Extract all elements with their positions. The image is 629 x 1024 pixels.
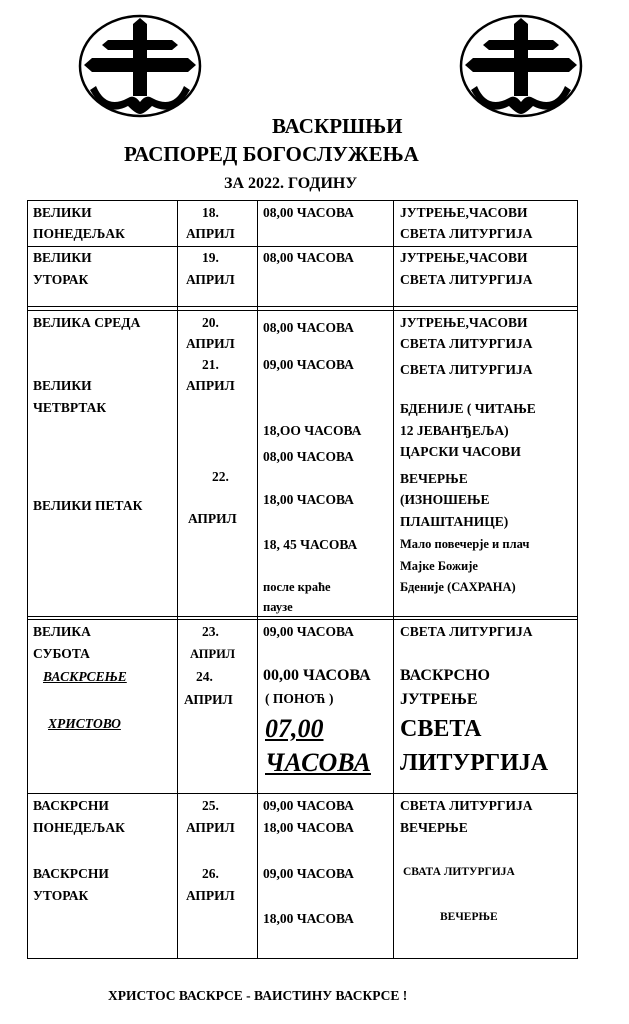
day-label: ВАСКРСНИ: [33, 798, 109, 813]
date-label: 22.: [212, 469, 229, 484]
time-label: 09,00 ЧАСОВА: [263, 798, 354, 813]
day-label: ВЕЛИКИ: [33, 378, 92, 393]
day-label: ПОНЕДЕЉАК: [33, 820, 125, 835]
service-label: ВАСКРСНО: [400, 667, 490, 684]
service-label: ВЕЧЕРЊЕ: [400, 820, 468, 835]
service-label: ВЕЧЕРЊЕ: [400, 471, 468, 486]
date-label: 20.: [202, 315, 219, 330]
time-label: 08,00 ЧАСОВА: [263, 449, 354, 464]
time-label: 18,ОО ЧАСОВА: [263, 423, 362, 438]
date-label: 18.: [202, 205, 219, 220]
service-label: ЈУТРЕЊЕ: [400, 691, 478, 708]
time-label: ( ПОНОЋ ): [265, 691, 334, 706]
date-label: 26.: [202, 866, 219, 881]
service-label: 12 ЈЕВАНЂЕЉА): [400, 423, 509, 438]
date-label: 25.: [202, 798, 219, 813]
service-label-large: СВЕТА: [400, 716, 482, 742]
time-label-large: 07,00: [265, 714, 324, 743]
day-label: ВАСКРСНИ: [33, 866, 109, 881]
service-label: ЈУТРЕЊЕ,ЧАСОВИ: [400, 315, 528, 330]
service-label: СВЕТА ЛИТУРГИЈА: [400, 336, 533, 351]
date-label: АПРИЛ: [186, 226, 235, 241]
time-label: 18,00 ЧАСОВА: [263, 820, 354, 835]
time-label: 08,00 ЧАСОВА: [263, 320, 354, 335]
day-label: ЧЕТВРТАК: [33, 400, 107, 415]
date-label: 24.: [196, 669, 213, 684]
service-label: СВЕТА ЛИТУРГИЈА: [400, 798, 533, 813]
day-label: ВЕЛИКА: [33, 624, 91, 639]
day-label: ВЕЛИКИ ПЕТАК: [33, 498, 143, 513]
title-line-2: РАСПОРЕД БОГОСЛУЖЕЊА: [124, 142, 419, 166]
date-label: 23.: [202, 624, 219, 639]
time-label-large: ЧАСОВА: [265, 748, 371, 777]
service-label-large: ЛИТУРГИЈА: [400, 750, 549, 776]
service-label: СВЕТА ЛИТУРГИЈА: [400, 272, 533, 287]
date-label: 21.: [202, 357, 219, 372]
day-label-emphasis: ХРИСТОВО: [48, 716, 121, 731]
date-label: АПРИЛ: [186, 272, 235, 287]
time-note: паузе: [263, 600, 293, 614]
day-label: ВЕЛИКА СРЕДА: [33, 315, 141, 330]
time-note: после краће: [263, 580, 331, 594]
time-label: 18,00 ЧАСОВА: [263, 492, 354, 507]
time-label: 18, 45 ЧАСОВА: [263, 537, 358, 552]
service-label: Мајке Божије: [400, 559, 478, 573]
title-line-3: ЗА 2022. ГОДИНУ: [224, 175, 358, 192]
service-label: ЈУТРЕЊЕ,ЧАСОВИ: [400, 250, 528, 265]
date-label: АПРИЛ: [186, 888, 235, 903]
day-label: УТОРАК: [33, 888, 89, 903]
service-label: ПЛАШТАНИЦЕ): [400, 514, 509, 529]
day-label: ПОНЕДЕЉАК: [33, 226, 125, 241]
date-label: 19.: [202, 250, 219, 265]
service-label: СВАТА ЛИТУРГИЈА: [403, 866, 515, 878]
footer-greeting: ХРИСТОС ВАСКРСЕ - ВАИСТИНУ ВАСКРСЕ !: [108, 988, 408, 1003]
time-label: 08,00 ЧАСОВА: [263, 205, 354, 220]
time-label: 09,00 ЧАСОВА: [263, 866, 354, 881]
date-label: АПРИЛ: [186, 378, 235, 393]
title-line-1: ВАСКРШЊИ: [272, 114, 403, 138]
service-label: БДЕНИЈЕ ( ЧИТАЊЕ: [400, 401, 536, 416]
service-label: ЦАРСКИ ЧАСОВИ: [400, 444, 521, 459]
day-label: ВЕЛИКИ: [33, 250, 92, 265]
time-label: 00,00 ЧАСОВА: [263, 667, 371, 684]
date-label: АПРИЛ: [190, 647, 236, 661]
service-label: ВЕЧЕРЊЕ: [440, 911, 498, 923]
date-label: АПРИЛ: [188, 511, 237, 526]
service-label: ЈУТРЕЊЕ,ЧАСОВИ: [400, 205, 528, 220]
day-label: ВЕЛИКИ: [33, 205, 92, 220]
day-label: УТОРАК: [33, 272, 89, 287]
time-label: 09,00 ЧАСОВА: [263, 624, 354, 639]
day-label: СУБОТА: [33, 646, 90, 661]
time-label: 18,00 ЧАСОВА: [263, 911, 354, 926]
time-label: 08,00 ЧАСОВА: [263, 250, 354, 265]
service-label: СВЕТА ЛИТУРГИЈА: [400, 226, 533, 241]
date-label: АПРИЛ: [186, 820, 235, 835]
service-label: (ИЗНОШЕЊЕ: [400, 492, 490, 507]
service-label: СВЕТА ЛИТУРГИЈА: [400, 362, 533, 377]
service-label: Мало повечерје и плач: [400, 537, 530, 551]
service-label: СВЕТА ЛИТУРГИЈА: [400, 624, 533, 639]
service-label: Бденије (САХРАНА): [400, 580, 516, 594]
date-label: АПРИЛ: [186, 336, 235, 351]
time-label: 09,00 ЧАСОВА: [263, 357, 354, 372]
day-label-emphasis: ВАСКРСЕЊЕ: [43, 669, 127, 684]
date-label: АПРИЛ: [184, 692, 233, 707]
